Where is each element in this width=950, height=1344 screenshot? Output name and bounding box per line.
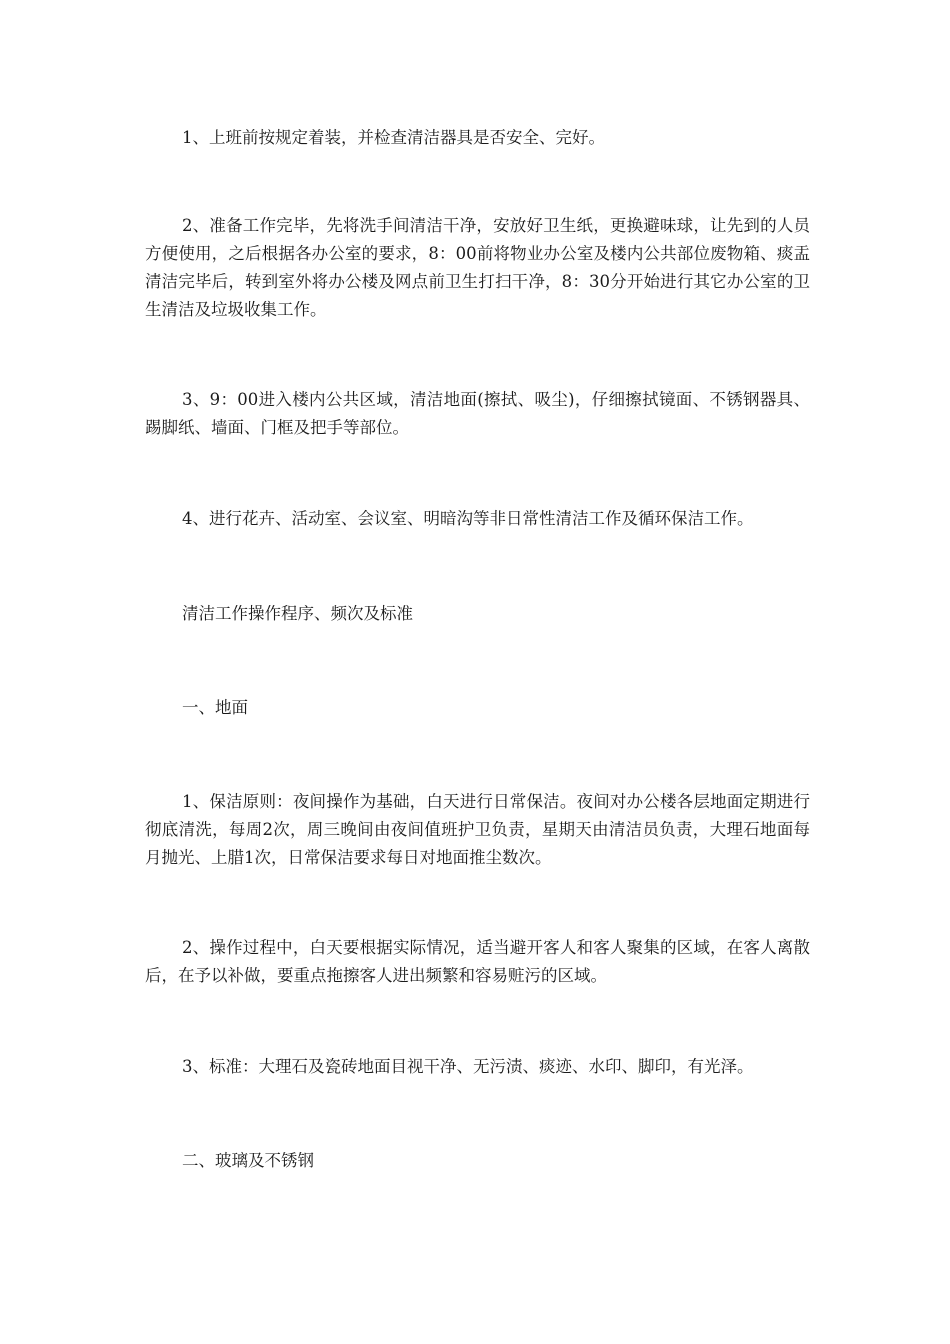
- paragraph-3: 3、9：00进入楼内公共区域，清洁地面(擦拭、吸尘)，仔细擦拭镜面、不锈钢器具、踢脚纸、墙面、门框及把手等部位。: [145, 390, 810, 437]
- section-title: 清洁工作操作程序、频次及标准: [182, 604, 413, 623]
- paragraph-1: 1、上班前按规定着装，并检查清洁器具是否安全、完好。: [182, 128, 605, 147]
- paragraph-2: 2、准备工作完毕，先将洗手间清洁干净，安放好卫生纸，更换避味球，让先到的人员方便使用，之后根据各办公室的要求，8：00前将物业办公室及楼内公共部位废物箱、痰盂清洁完毕后，转到室外将办公楼及网点前卫生打扫干净，8：30分开始进行其它办公室的卫生清洁及垃圾收集工作。: [145, 216, 810, 319]
- paragraph-7: 3、标准：大理石及瓷砖地面目视干净、无污渍、痰迹、水印、脚印，有光泽。: [182, 1057, 754, 1076]
- section-heading-floor: 一、地面: [182, 698, 248, 717]
- section-heading-glass: 二、玻璃及不锈钢: [182, 1151, 314, 1170]
- paragraph-5: 1、保洁原则：夜间操作为基础，白天进行日常保洁。夜间对办公楼各层地面定期进行彻底清洗，每周2次，周三晚间由夜间值班护卫负责，星期天由清洁员负责，大理石地面每月抛光、上腊1次，日常保洁要求每日对地面推尘数次。: [145, 792, 810, 867]
- paragraph-6: 2、操作过程中，白天要根据实际情况，适当避开客人和客人聚集的区域，在客人离散后，在予以补做，要重点拖擦客人进出频繁和容易赃污的区域。: [145, 938, 810, 985]
- paragraph-4: 4、进行花卉、活动室、会议室、明暗沟等非日常性清洁工作及循环保洁工作。: [182, 509, 754, 528]
